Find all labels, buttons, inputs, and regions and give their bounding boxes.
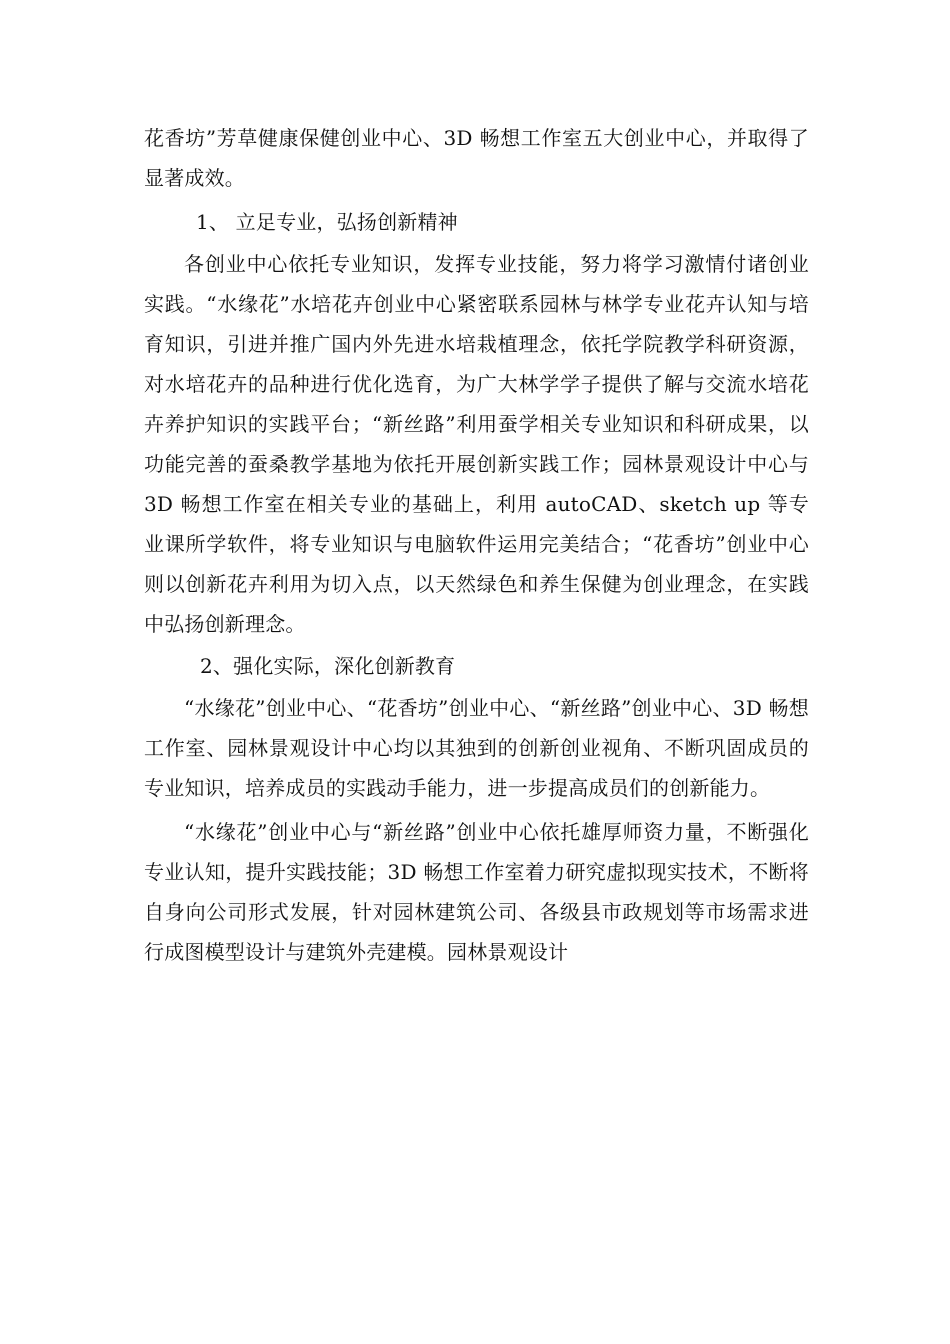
section-heading-1: 1、 立足专业，弘扬创新精神 — [196, 210, 458, 234]
document-body — [144, 118, 809, 972]
section-heading-2: 2、强化实际，深化创新教育 — [200, 654, 456, 678]
paragraph-continued: 花香坊”芳草健康保健创业中心、3D 畅想工作室五大创业中心，并取得了显著成效。 — [144, 126, 809, 190]
paragraph-faculty: “水缘花”创业中心与“新丝路”创业中心依托雄厚师资力量，不断强化专业认知，提升实践技能；3D 畅想工作室着力研究虚拟现实技术，不断将自身向公司形式发展，针对园林建筑公司、各级县市政规划等市场需求进行成图模型设计与建筑外壳建模。园林景观设计 — [144, 820, 809, 964]
paragraph-centers: “水缘花”创业中心、“花香坊”创业中心、“新丝路”创业中心、3D 畅想工作室、园林景观设计中心均以其独到的创新创业视角、不断巩固成员的专业知识，培养成员的实践动手能力，进一步提高成员们的创新能力。 — [144, 696, 809, 800]
paragraph-specialty: 各创业中心依托专业知识，发挥专业技能，努力将学习激情付诸创业实践。“水缘花”水培花卉创业中心紧密联系园林与林学专业花卉认知与培育知识，引进并推广国内外先进水培栽植理念，依托学院教学科研资源，对水培花卉的品种进行优化选育，为广大林学学子提供了解与交流水培花卉养护知识的实践平台；“新丝路”利用蚕学相关专业知识和科研成果，以功能完善的蚕桑教学基地为依托开展创新实践工作；园林景观设计中心与 3D 畅想工作室在相关专业的基础上，利用 autoCAD、sketch up 等专业课所学软件，将专业知识与电脑软件运用完美结合；“花香坊”创业中心则以创新花卉利用为切入点，以天然绿色和养生保健为创业理念，在实践中弘扬创新理念。 — [144, 252, 809, 636]
